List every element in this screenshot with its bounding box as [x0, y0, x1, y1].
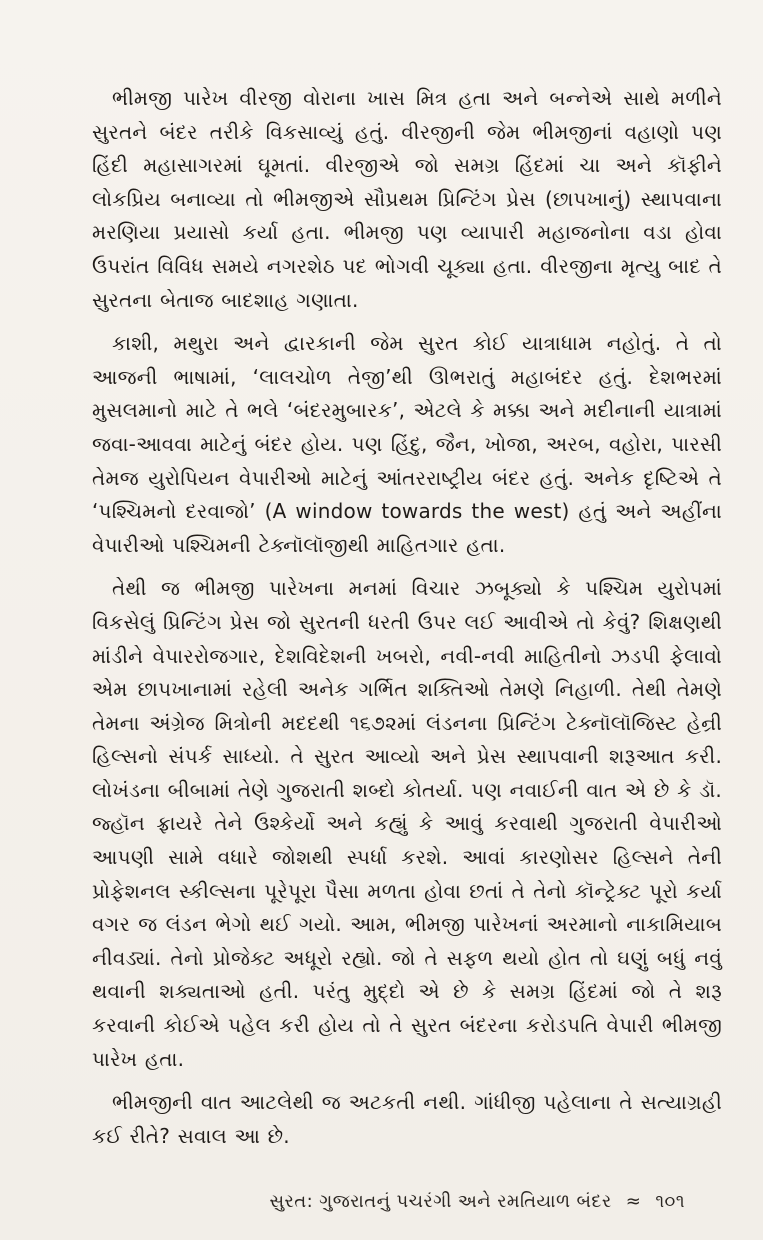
page-footer	[270, 1190, 685, 1214]
footer-title: સુરત: ગુજરાતનું પચરંગી અને રમતિયાળ બંદર	[269, 1191, 612, 1212]
paragraph-4: ભીમજીની વાત આટલેથી જ અટકતી નથી. ગાંધીજી પહેલાના તે સત્યાગ્રહી કઈ રીતે? સવાલ આ છે.	[92, 1090, 722, 1148]
paragraph-1: ભીમજી પારેખ વીરજી વોરાના ખાસ મિત્ર હતા અને બન્નેએ સાથે મળીને સુરતને બંદર તરીકે વિકસાવ્યું હતું. વીરજીની જેમ ભીમજીનાં વહાણો પણ હિંદી મહાસાગરમાં ઘૂમતાં. વીરજીએ જો સમગ્ર હિંદમાં ચા અને કૉફીને લોકપ્રિય બનાવ્યા તો ભીમજીએ સૌપ્રથમ પ્રિન્ટિંગ પ્રેસ (છાપખાનું) સ્થાપવાના મરણિયા પ્રયાસો કર્યા હતા. ભીમજી પણ વ્યાપારી મહાજનોના વડા હોવા ઉપરાંત વિવિધ સમયે નગરશેઠ પદ ભોગવી ચૂક્યા હતા. વીરજીના મૃત્યુ બાદ તે સુરતના બેતાજ બાદશાહ ગણાતા.	[92, 86, 722, 312]
body-text	[92, 82, 722, 1162]
footer-separator: ≈	[625, 1191, 642, 1212]
paragraph-3: તેથી જ ભીમજી પારેખના મનમાં વિચાર ઝબૂક્યો કે પશ્ચિમ યુરોપમાં વિકસેલું પ્રિન્ટિંગ પ્રેસ જો સુરતની ધરતી ઉપર લઈ આવીએ તો કેવું? શિક્ષણથી માંડીને વેપારરોજગાર, દેશવિદેશની ખબરો, નવી-નવી માહિતીનો ઝડપી ફેલાવો એમ છાપખાનામાં રહેલી અનેક ગર્ભિત શક્તિઓ તેમણે નિહાળી. તેથી તેમણે તેમના અંગ્રેજ મિત્રોની મદદથી ૧૬૭૨માં લંડનના પ્રિન્ટિંગ ટેક્નૉલૉજિસ્ટ હેન્રી હિલ્સનો સંપર્ક સાધ્યો. તે સુરત આવ્યો અને પ્રેસ સ્થાપવાની શરૂઆત કરી. લોખંડના બીબામાં તેણે ગુજરાતી શબ્દો કોતર્યા. પણ નવાઈની વાત એ છે કે ડૉ. જ્હૉન ફ્રાયરે તેને ઉશ્કેર્યો અને કહ્યું કે આવું કરવાથી ગુજરાતી વેપારીઓ આપણી સામે વધારે જોશથી સ્પર્ધા કરશે. આવાં કારણોસર હિલ્સને તેની પ્રોફેશનલ સ્કીલ્સના પૂરેપૂરા પૈસા મળતા હોવા છતાં તે તેનો કૉન્ટ્રેક્ટ પૂરો કર્યા વગર જ લંડન ભેગો થઈ ગયો. આમ, ભીમજી પારેખનાં અરમાનો નાકામિયાબ નીવડ્યાં. તેનો પ્રોજેક્ટ અધૂરો રહ્યો. જો તે સફળ થયો હોત તો ઘણું બધું નવું થવાની શક્યતાઓ હતી. પરંતુ મુદ્દો એ છે કે સમગ્ર હિંદમાં જો તે શરૂ કરવાની કોઈએ પહેલ કરી હોય તો તે સુરત બંદરના કરોડપતિ વેપારી ભીમજી પારેખ હતા.	[92, 576, 722, 1071]
paragraph-2: કાશી, મથુરા અને દ્વારકાની જેમ સુરત કોઈ યાત્રાધામ નહોતું. તે તો આજની ભાષામાં, ‘લાલચોળ તેજી’થી ઊભરાતું મહાબંદર હતું. દેશભરમાં મુસલમાનો માટે તે ભલે ‘બંદરમુબારક’, એટલે કે મક્કા અને મદીનાની યાત્રામાં જવા-આવવા માટેનું બંદર હોય. પણ હિંદુ, જૈન, ખોજા, અરબ, વહોરા, પારસી તેમજ યુરોપિયન વેપારીઓ માટેનું આંતરરાષ્ટ્રીય બંદર હતું. અનેક દૃષ્ટિએ તે ‘પશ્ચિમનો દરવાજો’ (A window towards the west) હતું અને અહીંના વેપારીઓ પશ્ચિમની ટેક્નૉલૉજીથી માહિતગાર હતા.	[92, 331, 722, 557]
page-number: ૧૦૧	[655, 1191, 685, 1212]
